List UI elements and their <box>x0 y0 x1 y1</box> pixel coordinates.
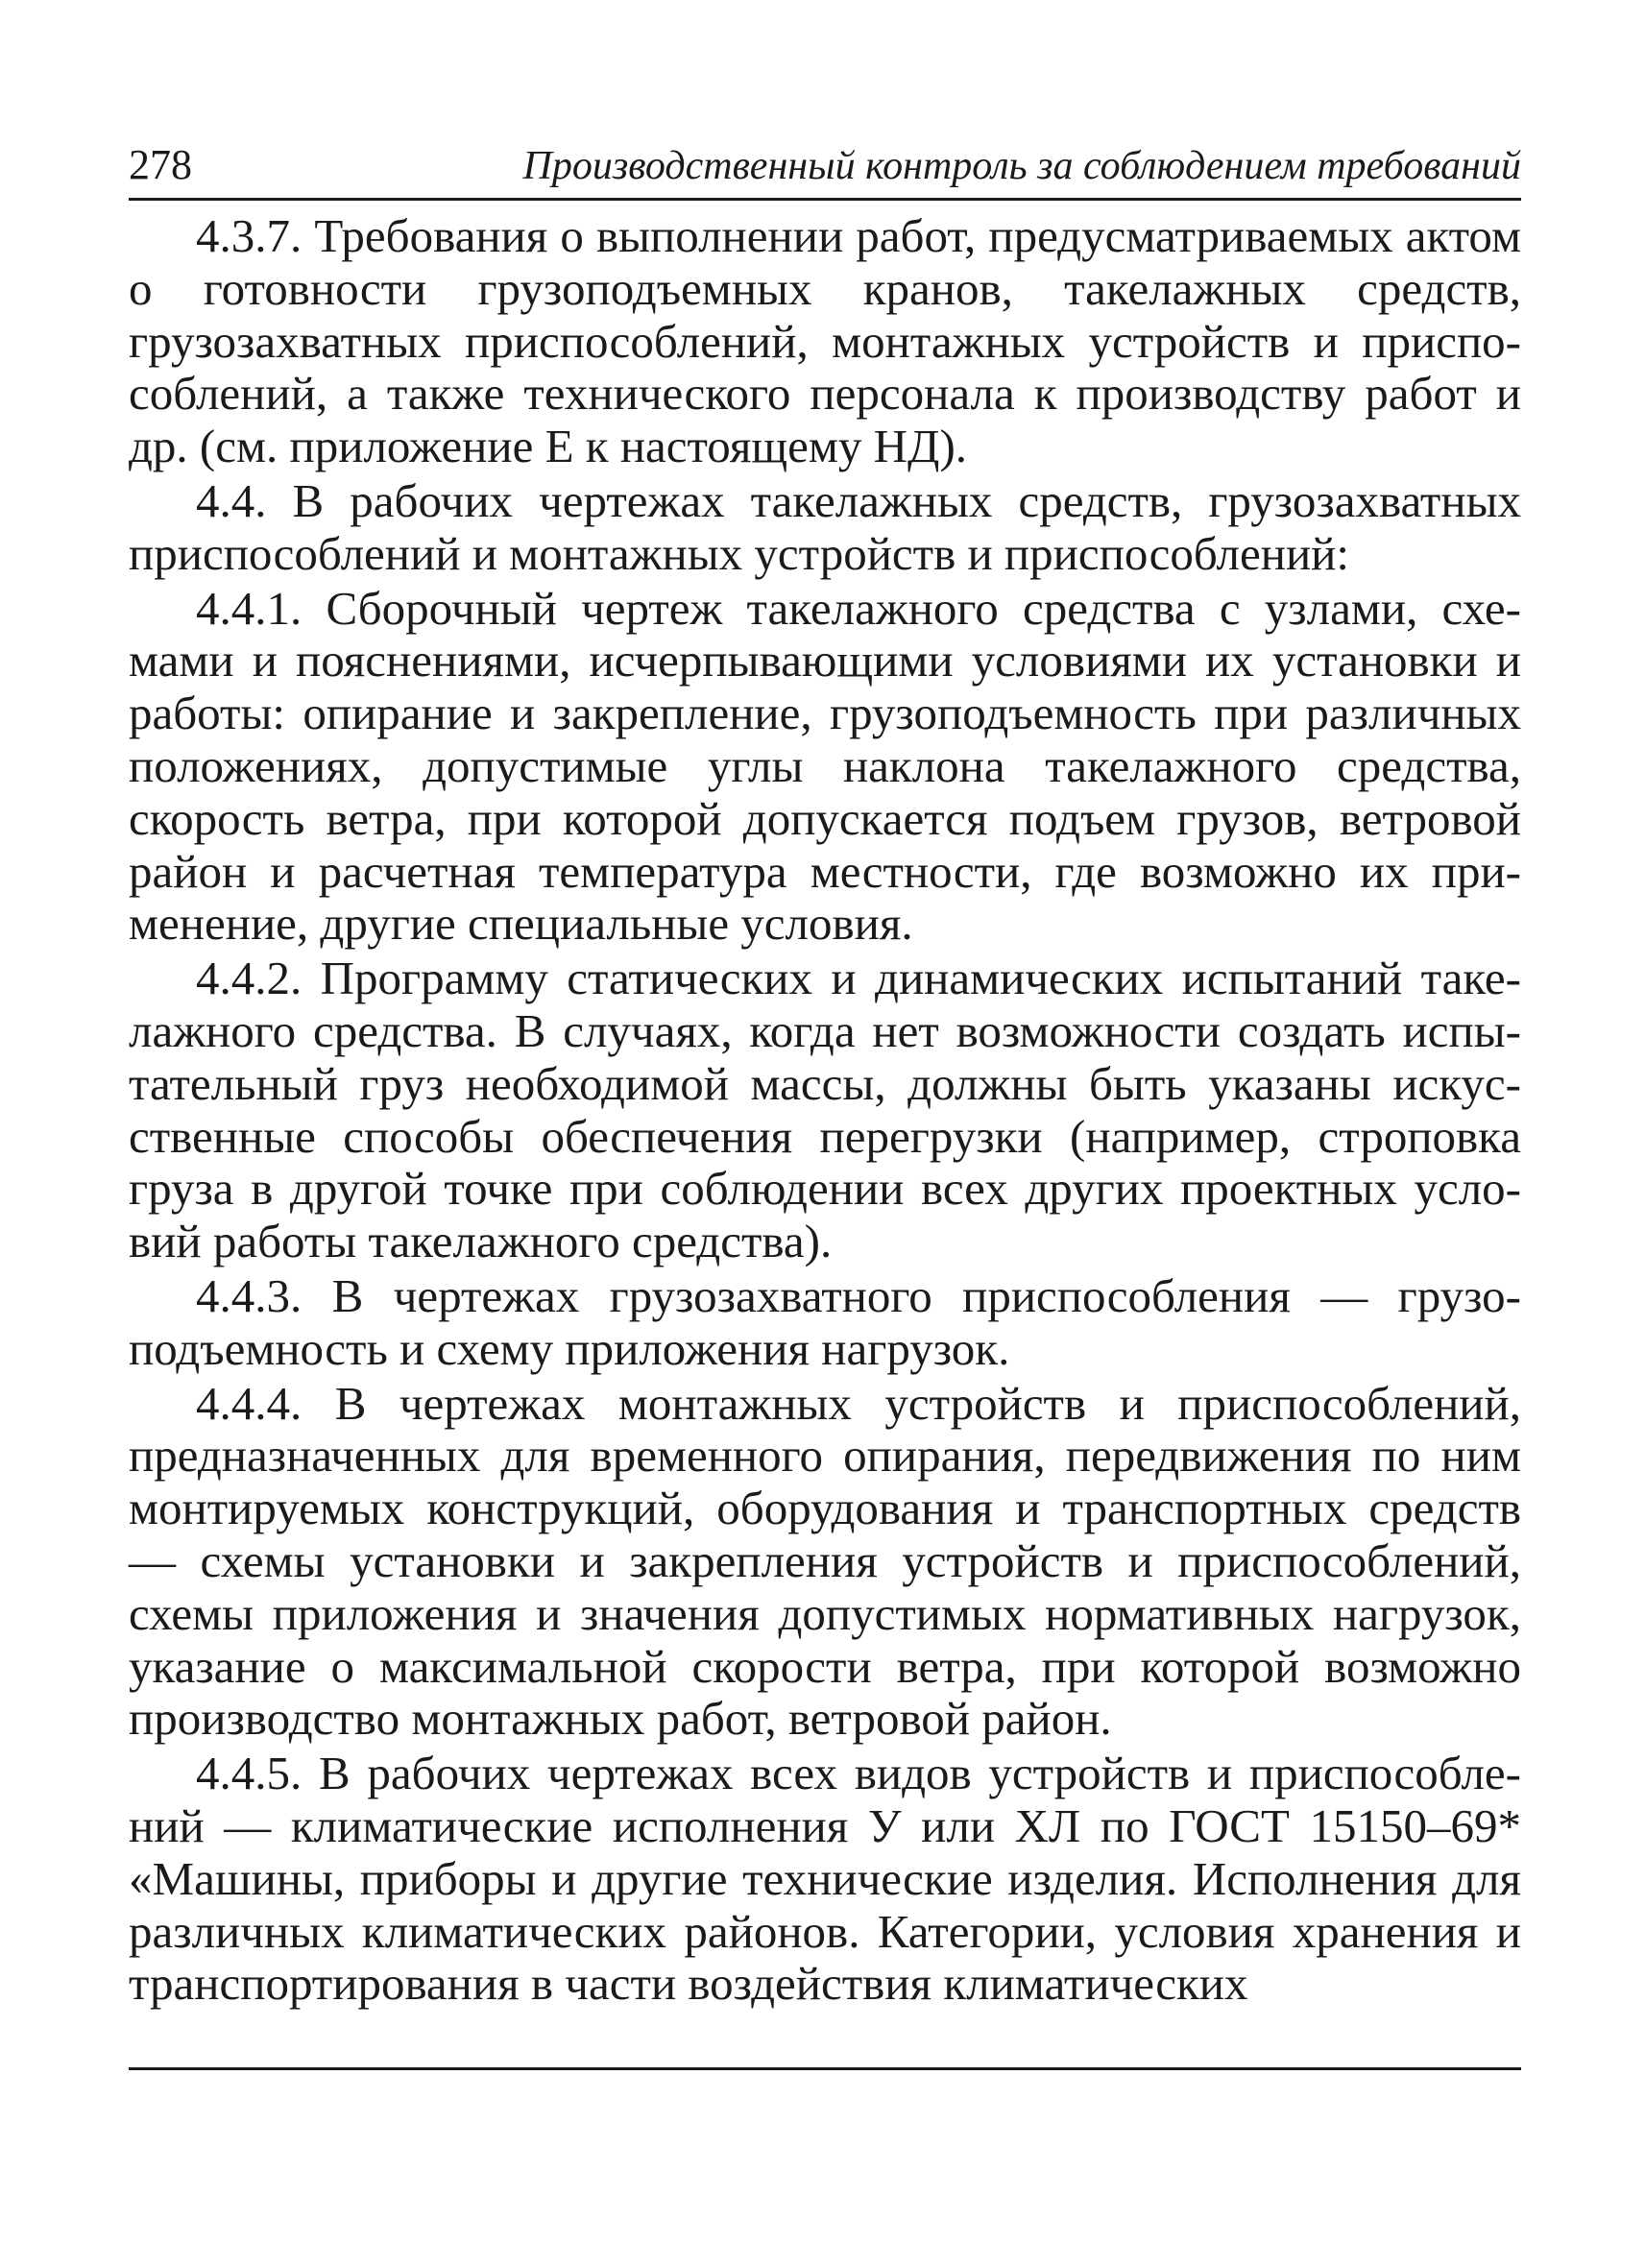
paragraph-4-4-4: 4.4.4. В чертежах монтажных устройств и приспособлений, предназначенных для временного опирания, передвижения по ним монтируемых конструкций, оборудования и транспортных средств — схемы установки и закрепления устройств и приспособлений, схемы приложения и значения допустимых нормативных нагрузок, указание о максимальной скорости ветра, при которой возможно производство монтажных работ, ветровой район. <box>129 1376 1521 1746</box>
document-page <box>129 141 1521 2011</box>
page-number: 278 <box>129 141 192 188</box>
paragraph-4-3-7: 4.3.7. Требования о выполнении работ, предусматриваемых актом о готовности грузоподъемных кранов, такелажных средств, грузозахватных приспособлений, монтажных устройств и приспособлений, а также технического персонала к производству работ и др. (см. приложение Е к настоящему НД). <box>129 209 1521 473</box>
running-header <box>129 141 1521 201</box>
paragraph-4-4-1: 4.4.1. Сборочный чертеж такелажного средства с узлами, схемами и пояснениями, исчерпывающими условиями их установки и работы: опирание и закрепление, грузоподъемность при различных положениях, допустимые углы наклона такелажного средства, скорость ветра, при которой допускается подъем грузов, ветровой район и расчетная температура местности, где возможно их применение, другие специальные условия. <box>129 581 1521 951</box>
paragraph-4-4-3: 4.4.3. В чертежах грузозахватного приспособления — грузоподъемность и схему приложения нагрузок. <box>129 1268 1521 1375</box>
paragraph-4-4-2: 4.4.2. Программу статических и динамических испытаний такелажного средства. В случаях, когда нет возможности создать испытательный груз необходимой массы, должны быть указаны искусственные способы обеспечения перегрузки (например, строповка груза в другой точке при соблюдении всех других проектных условий работы такелажного средства). <box>129 952 1521 1268</box>
paragraph-4-4-5: 4.4.5. В рабочих чертежах всех видов устройств и приспособлений — климатические исполнения У или ХЛ по ГОСТ 15150–69* «Машины, приборы и другие технические изделия. Исполнения для различных климатических районов. Категории, условия хранения и транспортирования в части воздействия климатических <box>129 1747 1521 2011</box>
footer-divider <box>129 2067 1521 2070</box>
paragraph-4-4: 4.4. В рабочих чертежах такелажных средств, грузозахватных приспособлений и монтажных устройств и приспособлений: <box>129 473 1521 580</box>
running-title: Производственный контроль за соблюдением требований <box>522 144 1521 188</box>
body-text <box>129 210 1521 2011</box>
